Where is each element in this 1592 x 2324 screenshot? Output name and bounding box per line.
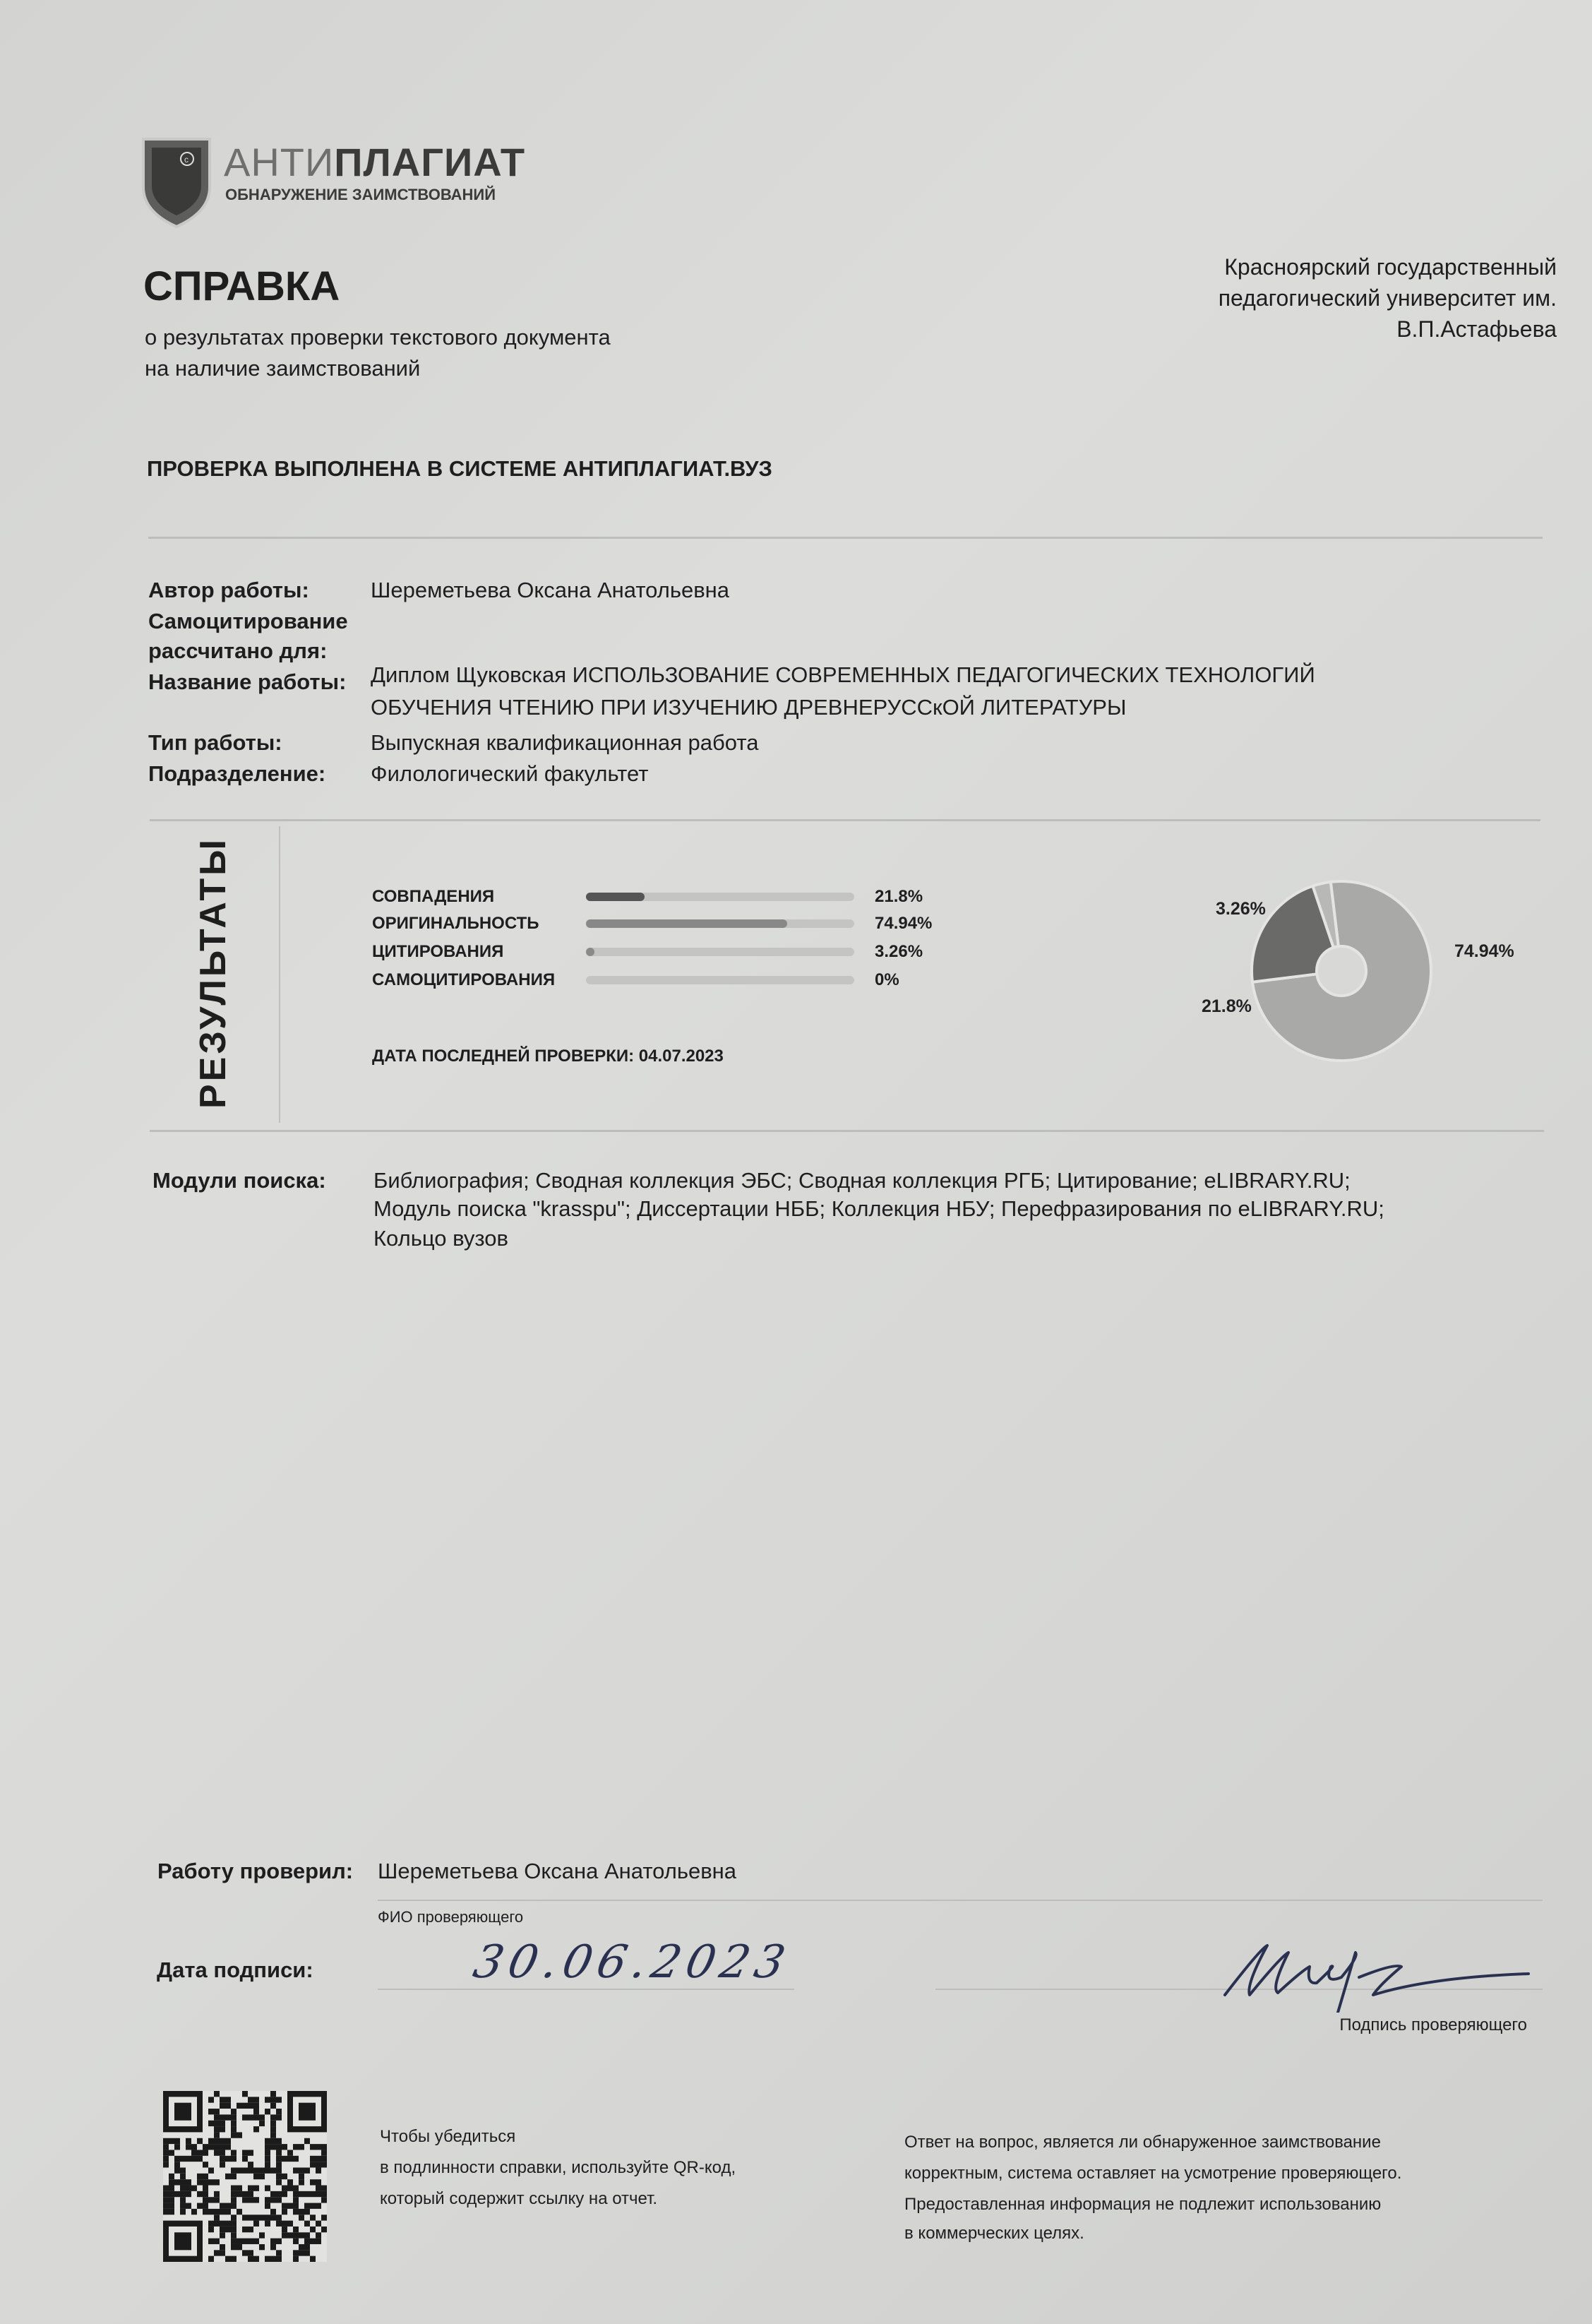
sign-date-line [378,1989,794,1990]
result-label: СОВПАДЕНИЯ [372,887,495,906]
result-bar-fill [586,919,787,928]
result-value: 74.94% [875,914,933,933]
logo-brand-bold: ПЛАГИАТ [334,140,526,184]
selfcite-label-2: рассчитано для: [148,638,328,663]
result-bar-fill [586,948,594,956]
antiplagiat-logo [138,131,526,230]
divider [150,1130,1544,1132]
disclaimer-line-3: Предоставленная информация не подлежит использованию [904,2195,1382,2214]
dept-label: Подразделение: [148,761,326,786]
qr-text-line-3: который содержит ссылку на отчет. [380,2189,658,2208]
handwritten-signature [1218,1935,1543,2013]
title-label: Название работы: [148,669,347,694]
result-bar-track [586,893,854,901]
donut-label: 74.94% [1454,941,1514,961]
author-label: Автор работы: [148,578,309,602]
type-value: Выпускная квалификационная работа [371,730,759,755]
result-value: 3.26% [875,942,923,961]
shield-icon [138,131,215,230]
organization [1219,251,1557,345]
modules-label: Модули поиска: [152,1168,326,1193]
divider [150,819,1540,821]
qr-text-line-1: Чтобы убедиться [380,2127,516,2146]
result-bar-track [586,919,854,928]
author-value: Шереметьева Оксана Анатольевна [371,578,730,602]
checked-by-label: Работу проверил: [157,1859,354,1883]
sign-date-label: Дата подписи: [157,1957,313,1982]
modules-line-1: Библиография; Сводная коллекция ЭБС; Сводная коллекция РГБ; Цитирование; eLIBRARY.RU; [373,1168,1351,1193]
signature-caption: Подпись проверяющего [1339,2015,1527,2034]
result-bar-track [586,948,854,956]
qr-text-line-2: в подлинности справки, используйте QR-код, [380,2158,736,2177]
qr-code[interactable] [163,2091,327,2262]
modules-line-2: Модуль поиска "krasspu"; Диссертации НББ; Коллекция НБУ; Перефразирования по eLIBRARY.RU; [373,1196,1384,1221]
donut-label: 21.8% [1202,996,1252,1016]
title-value-2: ОБУЧЕНИЯ ЧТЕНИЮ ПРИ ИЗУЧЕНИЮ ДРЕВНЕРУССкОЙ ЛИТЕРАТУРЫ [371,695,1127,720]
result-label: САМОЦИТИРОВАНИЯ [372,970,556,989]
disclaimer-line-1: Ответ на вопрос, является ли обнаруженное заимствование [904,2133,1381,2152]
system-line: ПРОВЕРКА ВЫПОЛНЕНА В СИСТЕМЕ АНТИПЛАГИАТ.ВУЗ [147,456,772,481]
result-value: 21.8% [875,887,923,906]
dept-value: Филологический факультет [371,761,649,786]
checked-by-value: Шереметьева Оксана Анатольевна [378,1859,737,1883]
selfcite-label-1: Самоцитирование [148,609,348,633]
disclaimer-line-4: в коммерческих целях. [904,2224,1084,2243]
subtitle-line-1: о результатах проверки текстового документа [145,325,611,350]
divider [148,537,1543,539]
result-bar-track [586,976,854,984]
organization-line-1: Красноярский государственный [1224,254,1557,280]
result-label: ОРИГИНАЛЬНОСТЬ [372,914,539,933]
modules-line-3: Кольцо вузов [373,1226,508,1251]
sign-date-handwritten: 30.06.2023 [469,1936,796,1989]
type-label: Тип работы: [148,730,282,755]
organization-line-2: педагогический университет им. [1218,285,1557,311]
svg-text:c: c [184,155,188,165]
donut-label: 3.26% [1216,899,1266,919]
page-title: СПРАВКА [143,263,340,309]
disclaimer-line-2: корректным, система оставляет на усмотрение проверяющего. [904,2164,1402,2183]
results-divider [279,826,280,1123]
results-donut-chart [1158,851,1581,1091]
result-bar-fill [586,893,645,901]
logo-tagline: ОБНАРУЖЕНИЕ ЗАИМСТВОВАНИЙ [225,186,496,203]
title-value-1: Диплом Щуковская ИСПОЛЬЗОВАНИЕ СОВРЕМЕННЫХ ПЕДАГОГИЧЕСКИХ ТЕХНОЛОГИЙ [371,662,1315,687]
logo-brand-light: АНТИ [224,140,335,184]
fio-caption: ФИО проверяющего [378,1908,524,1926]
result-label: ЦИТИРОВАНИЯ [372,942,504,961]
organization-line-3: В.П.Астафьева [1396,316,1557,342]
last-check-date: ДАТА ПОСЛЕДНЕЙ ПРОВЕРКИ: 04.07.2023 [372,1047,724,1066]
result-value: 0% [875,970,899,989]
checked-by-line [378,1900,1543,1901]
subtitle-line-2: на наличие заимствований [145,356,421,381]
results-title: РЕЗУЛЬТАТЫ [193,836,234,1109]
